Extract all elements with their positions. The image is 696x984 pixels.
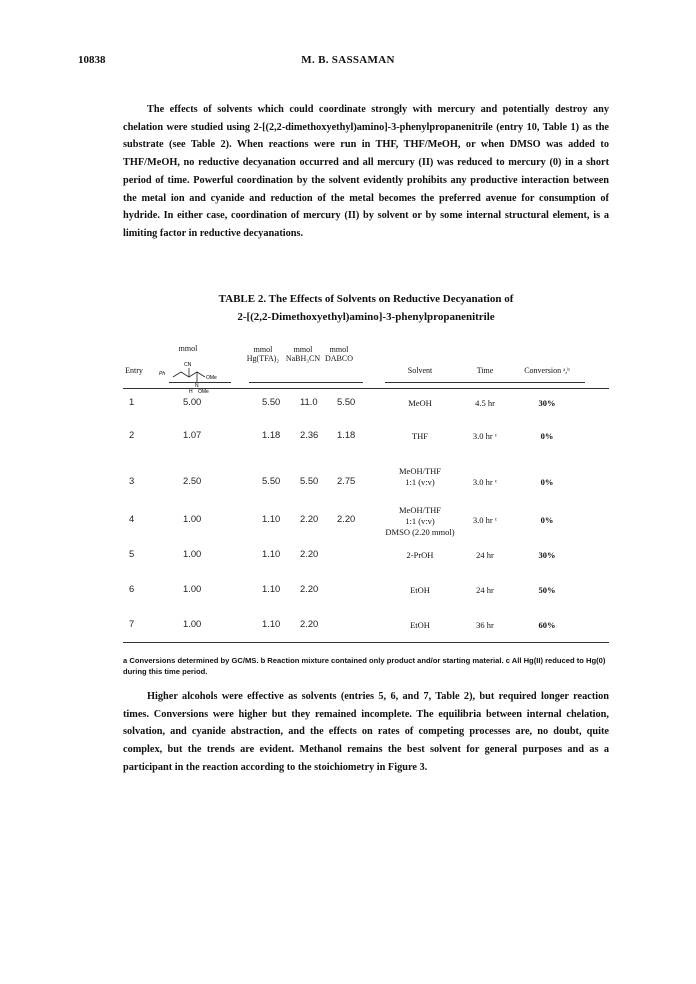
cell-solvent: MeOH <box>408 398 432 408</box>
cell-dabco: 2.75 <box>337 475 356 486</box>
header-entry: Entry <box>125 366 143 375</box>
cell-nabh: 2.20 <box>300 548 319 559</box>
cell-hg: 5.50 <box>262 396 281 407</box>
cell-hg: 1.10 <box>262 513 281 524</box>
cell-solvent: MeOH/THF <box>398 466 442 476</box>
cell-nabh: 5.50 <box>300 475 319 486</box>
cell-substrate: 5.00 <box>183 396 202 407</box>
cell-time: 3.0 hr ᶜ <box>472 431 498 441</box>
cell-entry: 3 <box>129 475 135 486</box>
cell-dabco: 5.50 <box>337 396 356 407</box>
paragraph-higher-alcohols: Higher alcohols were effective as solvents (entries 5, 6, and 7, Table 2), but required longer reaction times. Conversions were higher but they remained incomplete. The equilibria between internal chelation, solvation, and cyanide abstraction, and the effects on rates of competing processes are, no doubt, quite complex, but the trends are evident. Methanol remains the best solvent for general purposes and as a participant in the reaction according to the stoichiometry in Figure 3. <box>123 691 609 773</box>
cell-conversion: 0% <box>540 431 554 441</box>
cell-hg: 1.10 <box>262 618 281 629</box>
cell-conversion: 60% <box>538 620 556 630</box>
structure-ome-1: OMe <box>206 375 217 381</box>
cell-dabco: 1.18 <box>337 429 356 440</box>
cell-substrate: 1.07 <box>183 429 202 440</box>
header-hg-name: Hg(TFA)₂ <box>246 354 280 363</box>
cell-substrate: 2.50 <box>183 475 202 486</box>
cell-solvent-ratio: 1:1 (v:v) <box>405 516 435 526</box>
header-rule <box>123 388 609 389</box>
header-nabh-name: NaBH₃CN <box>285 354 321 363</box>
table-bottom-rule <box>123 642 609 643</box>
page-number: 10838 <box>78 54 106 66</box>
cell-time: 24 hr <box>476 550 494 560</box>
cell-substrate: 1.00 <box>183 513 202 524</box>
header-time: Time <box>476 366 494 375</box>
cell-conversion: 0% <box>540 515 554 525</box>
header-underline-substrate <box>169 382 231 383</box>
cell-solvent-additive: DMSO (2.20 mmol) <box>385 527 455 537</box>
cell-time: 24 hr <box>476 585 494 595</box>
cell-entry: 7 <box>129 618 135 629</box>
cell-time: 4.5 hr <box>475 398 495 408</box>
cell-solvent: EtOH <box>410 620 430 630</box>
cell-conversion: 0% <box>540 477 554 487</box>
cell-entry: 5 <box>129 548 135 559</box>
header-hg-unit: mmol <box>253 345 273 354</box>
cell-conversion: 30% <box>538 398 556 408</box>
table-caption-line-1: TABLE 2. The Effects of Solvents on Reductive Decyanation of <box>218 293 514 305</box>
cell-solvent: 2-PrOH <box>406 550 434 560</box>
header-underline-reagents <box>249 382 363 383</box>
cell-nabh: 11.0 <box>300 396 318 407</box>
running-header-author: M. B. SASSAMAN <box>301 54 395 66</box>
cell-nabh: 2.20 <box>300 618 319 629</box>
cell-nabh: 2.20 <box>300 513 319 524</box>
header-underline-conditions <box>385 382 585 383</box>
cell-substrate: 1.00 <box>183 583 202 594</box>
structure-n: N <box>195 383 199 389</box>
header-dabco-name: DABCO <box>324 354 353 363</box>
cell-time: 36 hr <box>476 620 494 630</box>
cell-substrate: 1.00 <box>183 548 202 559</box>
header-dabco-unit: mmol <box>329 345 349 354</box>
cell-conversion: 30% <box>538 550 556 560</box>
header-substrate-unit: mmol <box>178 344 198 353</box>
cell-substrate: 1.00 <box>183 618 202 629</box>
cell-entry: 1 <box>129 396 135 407</box>
cell-dabco: 2.20 <box>337 513 356 524</box>
header-solvent: Solvent <box>407 366 433 375</box>
cell-time: 3.0 hr ᶜ <box>472 477 498 487</box>
cell-nabh: 2.36 <box>300 429 319 440</box>
cell-hg: 1.18 <box>262 429 281 440</box>
cell-solvent: MeOH/THF <box>398 505 442 515</box>
table-footnote: a Conversions determined by GC/MS. b Reaction mixture contained only product and/or starting material. c All Hg(II) reduced to Hg(0) during this time period. <box>123 656 606 676</box>
table-caption-line-2: 2-[(2,2-Dimethoxyethyl)amino]-3-phenylpropanenitrile <box>237 311 495 323</box>
structure-ph: Ph <box>159 371 166 377</box>
paragraph-solvent-effects: The effects of solvents which could coordinate strongly with mercury and potentially destroy any chelation were studied using 2-[(2,2-dimethoxyethyl)amino]-3-phenylpropanenitrile (entry 10, Table 1) as the substrate (see Table 2). When reactions were run in THF, THF/MeOH, or when DMSO was added to THF/MeOH, no reductive decyanation occurred and all mercury (II) was reduced to mercury (0) in a short period of time. Powerful coordination by the solvent evidently prohibits any productive interaction between the metal ion and cyanide and reduction of the metal becomes the preferred avenue for consumption of hydride. In either case, coordination of mercury (II) by solvent or by some internal structural element, is a limiting factor in reductive decyanations. <box>123 104 609 239</box>
cell-solvent-ratio: 1:1 (v:v) <box>405 477 435 487</box>
cell-entry: 6 <box>129 583 135 594</box>
cell-hg: 5.50 <box>262 475 281 486</box>
solvent-effects-table <box>123 342 609 642</box>
cell-entry: 2 <box>129 429 135 440</box>
header-conversion: Conversion ᵃ,ᵇ <box>524 366 570 375</box>
table-caption <box>123 290 609 326</box>
cell-entry: 4 <box>129 513 135 524</box>
cell-hg: 1.10 <box>262 583 281 594</box>
cell-hg: 1.10 <box>262 548 281 559</box>
cell-solvent: THF <box>411 431 429 441</box>
header-nabh-unit: mmol <box>293 345 313 354</box>
cell-time: 3.0 hr ᶜ <box>472 515 498 525</box>
structure-ome-2: OMe <box>198 389 209 394</box>
cell-solvent: EtOH <box>410 585 430 595</box>
cell-nabh: 2.20 <box>300 583 319 594</box>
structure-cn: CN <box>184 362 192 368</box>
cell-conversion: 50% <box>538 585 556 595</box>
structure-h: H <box>189 389 193 394</box>
